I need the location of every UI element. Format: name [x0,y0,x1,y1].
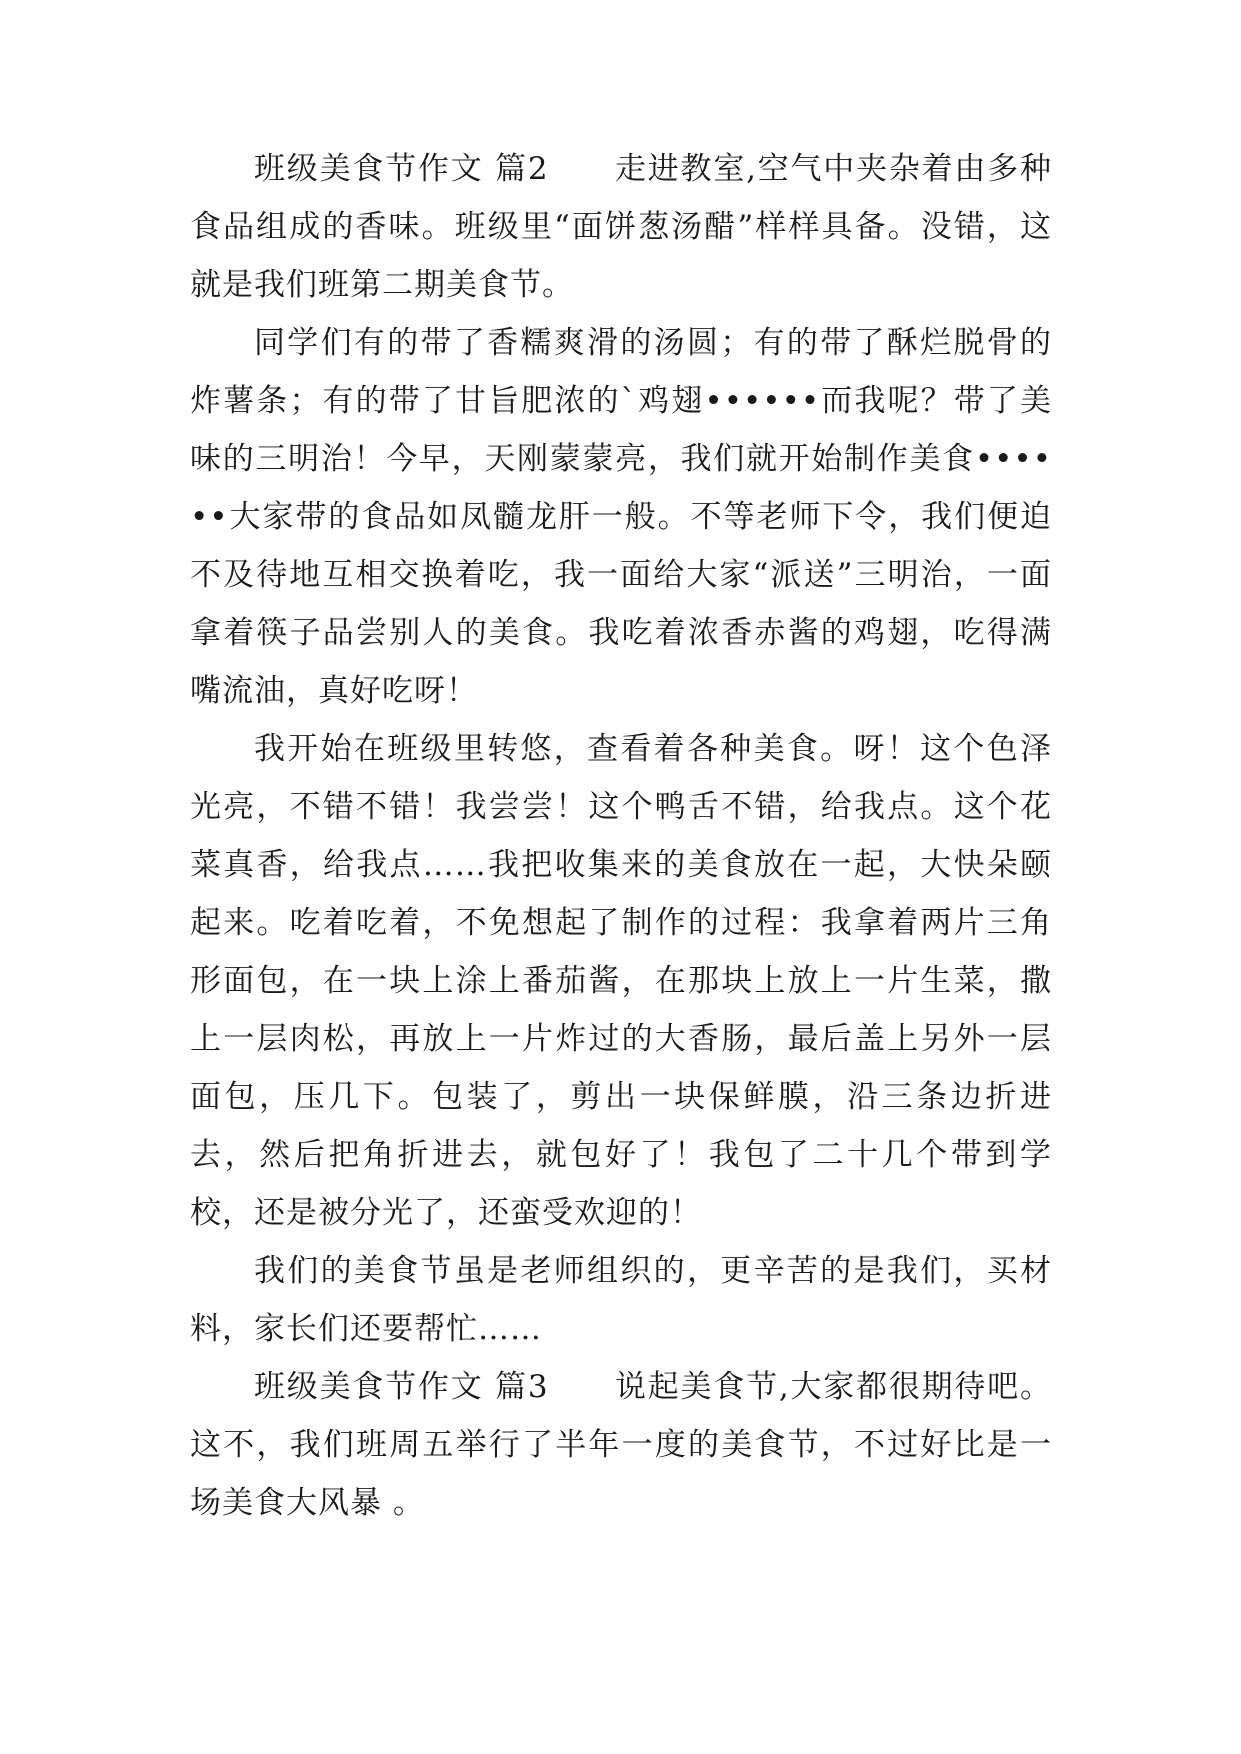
paragraph-2: 同学们有的带了香糯爽滑的汤圆；有的带了酥烂脱骨的炸薯条；有的带了甘旨肥浓的`鸡翅••••••而我呢？带了美味的三明治！今早，天刚蒙蒙亮，我们就开始制作美食••••••大家带的食品如凤髓龙肝一般。不等老师下令，我们便迫不及待地互相交换着吃，我一面给大家“派送”三明治，一面拿着筷子品尝别人的美食。我吃着浓香赤酱的鸡翅，吃得满嘴流油，真好吃呀！ [190,325,1052,709]
document-body [190,140,1052,1532]
paragraph-3: 我开始在班级里转悠，查看着各种美食。呀！这个色泽光亮，不错不错！我尝尝！这个鸭舌不错，给我点。这个花菜真香，给我点……我把收集来的美食放在一起，大快朵颐起来。吃着吃着，不免想起了制作的过程：我拿着两片三角形面包，在一块上涂上番茄酱，在那块上放上一片生菜，撒上一层肉松，再放上一片炸过的大香肠，最后盖上另外一层面包，压几下。包装了，剪出一块保鲜膜，沿三条边折进去，然后把角折进去，就包好了！我包了二十几个带到学校，还是被分光了，还蛮受欢迎的！ [190,731,1052,1231]
paragraph-1: 班级美食节作文 篇2 走进教室,空气中夹杂着由多种食品组成的香味。班级里“面饼葱汤醋”样样具备。没错，这就是我们班第二期美食节。 [190,151,1052,303]
paragraph-4: 我们的美食节虽是老师组织的，更辛苦的是我们，买材料，家长们还要帮忙…… [190,1253,1052,1347]
paragraph-5: 班级美食节作文 篇3 说起美食节,大家都很期待吧。这不，我们班周五举行了半年一度的美食节，不过好比是一场美食大风暴 。 [190,1369,1052,1521]
